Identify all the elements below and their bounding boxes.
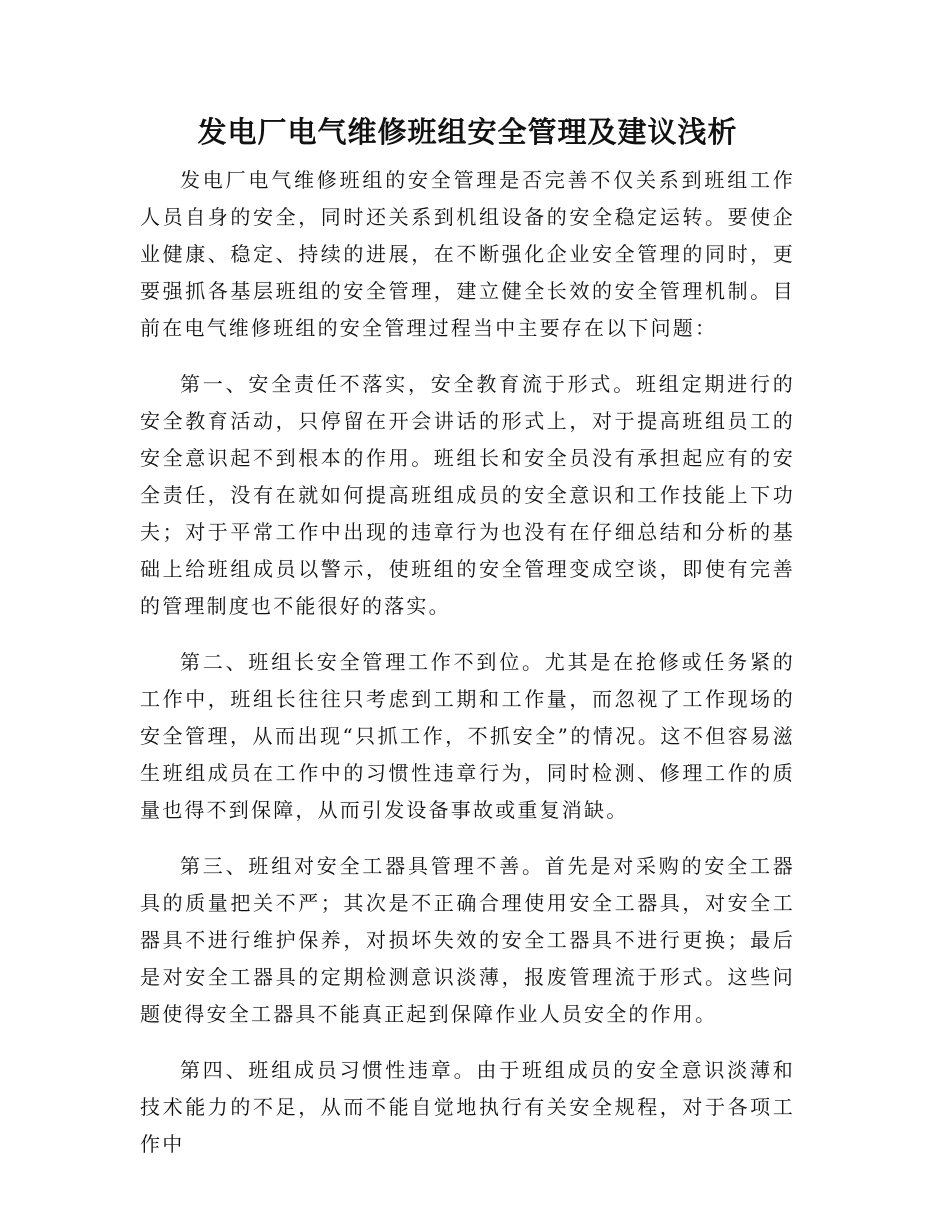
paragraph-intro: 发电厂电气维修班组的安全管理是否完善不仅关系到班组工作人员自身的安全，同时还关系到机组设备的安全稳定运转。要使企业健康、稳定、持续的进展，在不断强化企业安全管理的同时，更要强抓各基层班组的安全管理，建立健全长效的安全管理机制。目前在电气维修班组的安全管理过程当中主要存在以下问题： [140,168,795,340]
paragraph-second-issue: 第二、班组长安全管理工作不到位。尤其是在抢修或任务紧的工作中，班组长往往只考虑到工期和工作量，而忽视了工作现场的安全管理，从而出现“只抓工作，不抓安全”的情况。这不但容易滋生班组成员在工作中的习惯性违章行为，同时检测、修理工作的质量也得不到保障，从而引发设备事故或重复消缺。 [140,650,795,822]
document-title: 发电厂电气维修班组安全管理及建议浅析 [197,115,738,149]
paragraph-third-issue: 第三、班组对安全工器具管理不善。首先是对采购的安全工器具的质量把关不严；其次是不正确合理使用安全工器具，对安全工器具不进行维护保养，对损坏失效的安全工器具不进行更换；最后是对安全工器具的定期检测意识淡薄，报废管理流于形式。这些问题使得安全工器具不能真正起到保障作业人员安全的作用。 [140,854,795,1026]
paragraph-first-issue: 第一、安全责任不落实，安全教育流于形式。班组定期进行的安全教育活动，只停留在开会讲话的形式上，对于提高班组员工的安全意识起不到根本的作用。班组长和安全员没有承担起应有的安全责任，没有在就如何提高班组成员的安全意识和工作技能上下功夫；对于平常工作中出现的违章行为也没有在仔细总结和分析的基础上给班组成员以警示，使班组的安全管理变成空谈，即使有完善的管理制度也不能很好的落实。 [140,372,795,618]
paragraph-fourth-issue: 第四、班组成员习惯性违章。由于班组成员的安全意识淡薄和技术能力的不足，从而不能自觉地执行有关安全规程，对于各项工作中 [140,1058,795,1156]
document-page [140,108,795,1182]
